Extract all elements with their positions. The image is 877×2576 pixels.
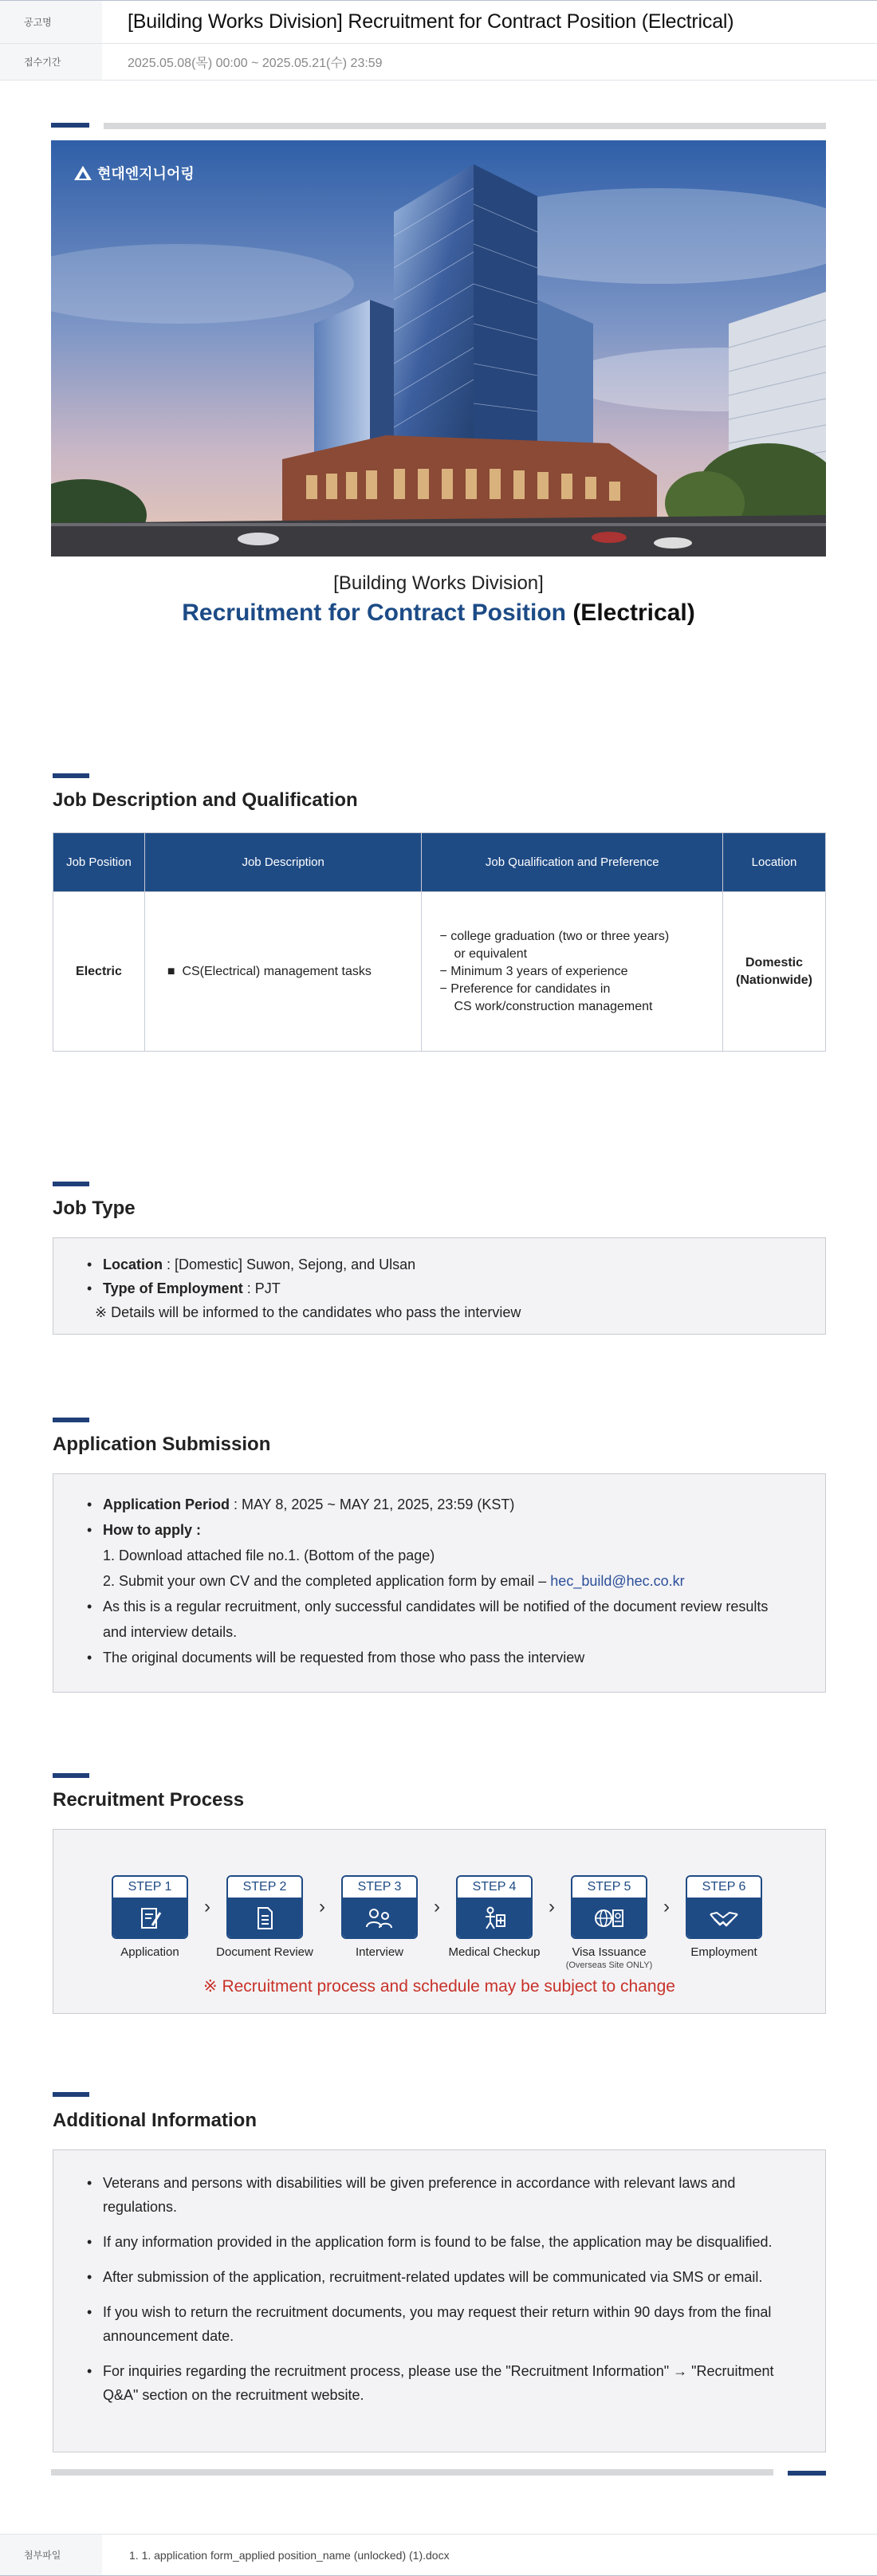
- process-steps: [112, 1875, 762, 1970]
- list-item: [84, 1517, 777, 1543]
- company-logo: [73, 163, 195, 183]
- list-item: [84, 1253, 825, 1276]
- step-card: [341, 1875, 418, 1939]
- job-description-table: [53, 832, 826, 1052]
- job-description-text: CS(Electrical) management tasks: [182, 964, 372, 978]
- step-number: STEP 5: [572, 1877, 646, 1898]
- qualification-line: or equivalent: [454, 946, 528, 961]
- apply-step-2: [84, 1568, 777, 1594]
- process-step: [341, 1875, 418, 1959]
- list-item: • After submission of the application, recruitment-related updates will be communicated via SMS or email.: [84, 2265, 785, 2289]
- application-period-label: Application Period: [103, 1496, 230, 1512]
- notice-title: [Building Works Division] Recruitment for Contract Position (Electrical): [128, 10, 734, 33]
- hero-subtitle: [Building Works Division]: [333, 572, 544, 594]
- notice-title-label: 공고명: [0, 1, 102, 43]
- step-card: [112, 1875, 188, 1939]
- step-number: STEP 1: [113, 1877, 187, 1898]
- table-row: [53, 892, 826, 1052]
- job-qualification-cell: [422, 892, 723, 1052]
- list-item: [84, 1492, 777, 1517]
- notice-period: 2025.05.08(목) 00:00 ~ 2025.05.21(수) 23:59: [128, 57, 383, 70]
- hero-building-image: [51, 140, 826, 556]
- application-period-value: : MAY 8, 2025 ~ MAY 21, 2025, 23:59 (KST): [230, 1496, 515, 1512]
- people-icon: [364, 1905, 395, 1932]
- step-number: STEP 4: [458, 1877, 531, 1898]
- list-item: • As this is a regular recruitment, only successful candidates will be notified of the document review results and interview details.: [84, 1594, 777, 1645]
- square-bullet-icon: ■: [167, 964, 175, 978]
- step-label: Application: [120, 1945, 179, 1959]
- step-number: STEP 6: [687, 1877, 761, 1898]
- process-step: [112, 1875, 188, 1959]
- list-item: • If you wish to return the recruitment documents, you may request their return within 90 days from the final announcement date.: [84, 2300, 785, 2348]
- application-box: [53, 1473, 826, 1693]
- chevron-right-icon: ›: [663, 1896, 670, 1917]
- company-logo-text: 현대엔지니어링: [97, 166, 195, 182]
- hero-title: [0, 600, 877, 627]
- list-item: • For inquiries regarding the recruitment process, please use the "Recruitment Information" → "Recruitment Q&A" section on the recruitment website.: [84, 2359, 785, 2407]
- step-card: [456, 1875, 533, 1939]
- step-label: Medical Checkup: [448, 1945, 541, 1959]
- section-title-application: Application Submission: [53, 1434, 271, 1455]
- qualification-line: − Minimum 3 years of experience: [439, 964, 628, 978]
- step-card: [226, 1875, 303, 1939]
- job-type-box: [53, 1237, 826, 1335]
- building-illustration: [51, 140, 826, 556]
- section-title-process: Recruitment Process: [53, 1789, 245, 1811]
- step-number: STEP 3: [343, 1877, 416, 1898]
- step-card: [686, 1875, 762, 1939]
- location-value: : [Domestic] Suwon, Sejong, and Ulsan: [163, 1257, 416, 1272]
- step-card: [571, 1875, 647, 1939]
- location-line: Domestic: [745, 955, 804, 969]
- how-to-apply-label: How to apply :: [103, 1522, 201, 1538]
- chevron-right-icon: ›: [434, 1896, 440, 1917]
- process-step: [448, 1875, 541, 1959]
- step-sublabel: (Overseas Site ONLY): [565, 1961, 653, 1970]
- process-step: [686, 1875, 762, 1959]
- list-item: • If any information provided in the application form is found to be false, the application may be disqualified.: [84, 2230, 785, 2254]
- section-title-job: Job Description and Qualification: [53, 789, 358, 811]
- step-label: Interview: [355, 1945, 404, 1959]
- column-header: Job Position: [53, 833, 145, 892]
- notice-meta-table: [0, 0, 877, 81]
- step-label: Visa Issuance: [572, 1945, 647, 1959]
- section-bar-additional: [53, 2092, 89, 2097]
- hero-title-blue: Recruitment for Contract Position: [182, 600, 566, 626]
- employment-value: : PJT: [242, 1280, 281, 1296]
- apply-step-2-text: 2. Submit your own CV and the completed application form by email –: [103, 1573, 551, 1589]
- chevron-right-icon: ›: [549, 1896, 555, 1917]
- column-header: Job Description: [144, 833, 422, 892]
- globe-passport-icon: [593, 1905, 625, 1932]
- section-bar-job: [53, 773, 89, 778]
- form-icon: [136, 1905, 163, 1932]
- notice-period-row: [0, 44, 877, 81]
- list-item: • Veterans and persons with disabilities will be given preference in accordance with relevant laws and regulations.: [84, 2171, 785, 2219]
- section-bar-process: [53, 1773, 89, 1778]
- section-bar-application: [53, 1418, 89, 1422]
- email-link[interactable]: hec_build@hec.co.kr: [550, 1573, 685, 1589]
- decorative-navy-bar: [51, 123, 89, 128]
- process-step: [216, 1875, 313, 1959]
- section-title-job-type: Job Type: [53, 1198, 136, 1219]
- job-position-cell: Electric: [53, 892, 145, 1052]
- apply-step-1: 1. Download attached file no.1. (Bottom of the page): [103, 1548, 435, 1563]
- qualification-line: − college graduation (two or three years): [439, 929, 670, 943]
- document-icon: [251, 1905, 278, 1932]
- medical-icon: [481, 1905, 508, 1932]
- step-number: STEP 2: [228, 1877, 301, 1898]
- qualification-line: CS work/construction management: [454, 999, 653, 1013]
- decorative-navy-bar: [788, 2471, 826, 2476]
- attachment-row: [0, 2534, 877, 2576]
- notice-period-label: 접수기간: [0, 44, 102, 80]
- hero-title-black: (Electrical): [572, 600, 695, 626]
- logo-triangle-icon: [73, 165, 92, 181]
- section-bar-job-type: [53, 1182, 89, 1186]
- list-item: • The original documents will be requested from those who pass the interview: [84, 1645, 777, 1670]
- attachment-file-link[interactable]: 1. 1. application form_applied position_name (unlocked) (1).docx: [129, 2548, 450, 2562]
- table-header-row: [53, 833, 826, 892]
- attachment-label: 첨부파일: [0, 2535, 102, 2575]
- step-label: Document Review: [216, 1945, 313, 1959]
- decorative-gray-bar: [51, 2469, 773, 2476]
- process-note: ※ Recruitment process and schedule may be subject to change: [203, 1977, 675, 1996]
- chevron-right-icon: ›: [204, 1896, 210, 1917]
- qualification-line: − Preference for candidates in: [439, 981, 611, 996]
- column-header: Location: [723, 833, 826, 892]
- column-header: Job Qualification and Preference: [422, 833, 723, 892]
- section-title-additional: Additional Information: [53, 2110, 257, 2131]
- step-label: Employment: [690, 1945, 757, 1959]
- location-line: (Nationwide): [736, 973, 813, 987]
- process-step: [565, 1875, 653, 1970]
- notice-title-row: [0, 1, 877, 44]
- employment-label: Type of Employment: [103, 1280, 243, 1296]
- job-type-note: ※ Details will be informed to the candidates who pass the interview: [95, 1304, 521, 1320]
- job-location-cell: [723, 892, 826, 1052]
- list-item: [84, 1276, 825, 1300]
- decorative-gray-bar: [104, 123, 826, 129]
- location-label: Location: [103, 1257, 163, 1272]
- handshake-icon: [708, 1905, 740, 1932]
- additional-box: [53, 2149, 826, 2452]
- chevron-right-icon: ›: [319, 1896, 325, 1917]
- job-description-cell: [144, 892, 422, 1052]
